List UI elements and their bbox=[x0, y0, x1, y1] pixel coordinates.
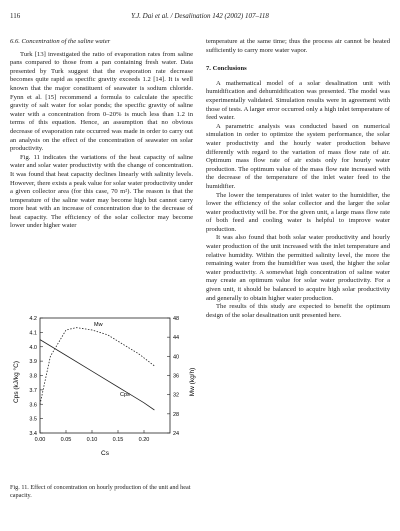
paragraph: It was also found that both solar water productivity and hourly water production of the unit increased with the inlet temperature and relative humidity. Within the permitted salinity level, the more the remaining water from the humidifier was used, the higher the solar water productivity. A somewhat high concentration of saline water may create an optimum value for solar water productivity. For a given unit, it should be balanced to acquire high solar productivity and generally to obtain higher water production. bbox=[206, 234, 390, 302]
chart-svg bbox=[10, 310, 200, 480]
y-right-tick-label: 32 bbox=[173, 392, 180, 399]
paragraph: Turk [13] investigated the ratio of evaporation rates from saline pans compared to those from a pan containing fresh water. Data presented by Turk suggest that the evaporation rate decrease becomes quite rapid as specific gravity exceeds 1.2 [14]. It is well known that the major constituent of seawater is sodium chloride. Fynn et al. [15] recommend a formula to calculate the specific gravity of salt water for solar ponds; the specific gravity of saline water with a concentration from 0–20% is much less than 1.2 in terms of this equation. Hence, an assumption that no obvious decrease of evaporation rate occurred was made in order to carry out an analysis on the effect of the concentration of seawater on solar productivity. bbox=[10, 50, 193, 153]
figure-caption: Fig. 11. Effect of concentration on hourly production of the unit and heat capacity. bbox=[10, 484, 191, 499]
left-column bbox=[10, 38, 193, 231]
y-left-tick-label: 4.0 bbox=[29, 344, 37, 351]
y-left-tick-label: 3.4 bbox=[29, 431, 37, 437]
paragraph: Fig. 11 indicates the variations of the heat capacity of saline water and solar water productivity with the change of concentration. It was found that heat capacity declines linearly with salinity levels. However, there exists a peak value for solar water productivity under a given collector area (for this case, 70 m²). The reason is that the temperature of the saline water may become high but cannot carry more heat with an increase of concentration due to the decrease of heat capacity. The efficiency of the solar collector may become lower under higher water bbox=[10, 153, 193, 230]
y-right-tick-label: 28 bbox=[173, 411, 180, 418]
y-right-axis-label: Mw (kg/h) bbox=[189, 367, 196, 397]
y-right-tick-label: 36 bbox=[173, 373, 180, 380]
y-right-tick-label: 48 bbox=[173, 316, 180, 322]
y-left-tick-label: 3.8 bbox=[29, 373, 37, 380]
paragraph-continuation: temperature at the same time; thus the process air cannot be heated sufficiently to carry more water vapor. bbox=[206, 38, 390, 54]
section-heading-conclusions: 7. Conclusions bbox=[206, 65, 247, 73]
x-tick-label: 0.10 bbox=[86, 437, 98, 443]
paragraph: A mathematical model of a solar desalination unit with humidification and dehumidification was presented. The model was experimentally validated. Simulation results were in agreement with those of tests. A larger error occurred only a high inlet temperature of feed water. bbox=[206, 79, 390, 122]
y-right-tick-label: 44 bbox=[173, 335, 180, 342]
x-tick-label: 0.15 bbox=[112, 437, 124, 443]
series-line-cps bbox=[40, 340, 154, 410]
figure-11 bbox=[10, 310, 200, 455]
x-tick-label: 0.05 bbox=[60, 437, 72, 443]
y-left-tick-label: 4.2 bbox=[29, 316, 37, 322]
y-right-tick-label: 40 bbox=[173, 354, 180, 361]
paragraph: A parametric analysis was conducted based on numerical simulation in order to optimize the system performance, the solar water productivity and the hourly water production behave differently with regard to the variation of mass flow rate of air. Optimum mass flow rate of air exists only for hourly water production. The optimum value of the mass flow rate increased with the decrease of the temperature of the inlet water feed to the humidifier. bbox=[206, 122, 390, 190]
right-column bbox=[206, 38, 390, 320]
page-header bbox=[10, 12, 390, 24]
plot-frame bbox=[40, 318, 170, 433]
section-heading-concentration: 6.6. Concentration of the saline water bbox=[10, 38, 111, 45]
running-title: Y.J. Dai et al. / Desalination 142 (2002) 107–118 bbox=[131, 12, 269, 20]
y-left-tick-label: 3.5 bbox=[29, 416, 37, 423]
page-number: 116 bbox=[10, 12, 21, 20]
y-left-tick-label: 3.9 bbox=[29, 359, 37, 366]
y-left-axis-label: Cps (kJ/kg °C) bbox=[13, 361, 20, 403]
x-tick-label: 0.00 bbox=[34, 437, 46, 443]
y-right-tick-label: 24 bbox=[173, 431, 180, 437]
x-axis-label: Cs bbox=[101, 450, 109, 457]
paragraph: The results of this study are expected to benefit the optimum design of the solar desalination unit presented here. bbox=[206, 303, 390, 319]
series-label-cps: Cps bbox=[120, 392, 130, 398]
y-left-tick-label: 3.6 bbox=[29, 402, 37, 409]
x-tick-label: 0.20 bbox=[138, 437, 150, 443]
y-left-tick-label: 4.1 bbox=[29, 330, 37, 337]
series-label-mw: Mw bbox=[94, 321, 103, 328]
y-left-tick-label: 3.7 bbox=[29, 387, 37, 394]
paragraph: The lower the temperatures of inlet water to the humidifier, the lower the efficiency of the solar collector and the larger the solar water productivity will be. For the given unit, a large mass flow rate of both feed and cooling water is helpful to improve water production. bbox=[206, 191, 390, 233]
series-line-mw bbox=[40, 328, 154, 405]
